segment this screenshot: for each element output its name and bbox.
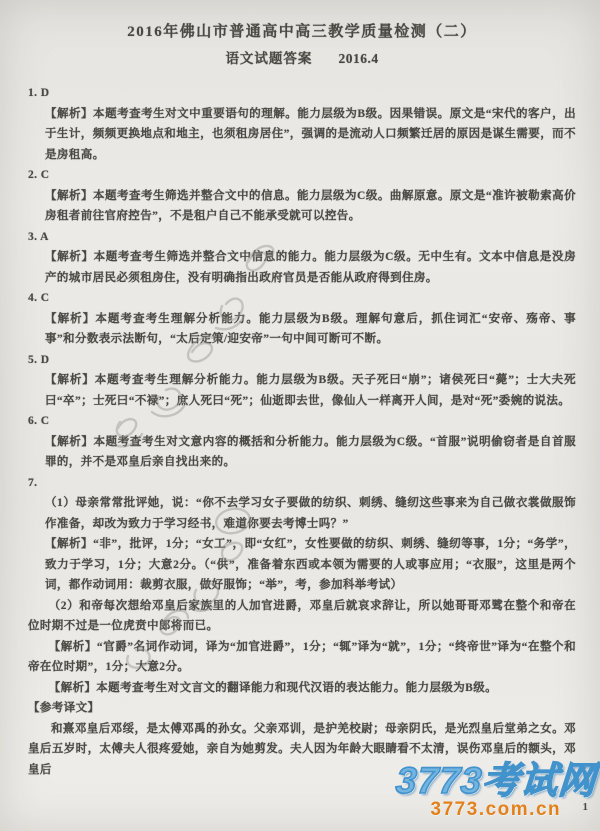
answer-analysis: 【解析】本题考查考生理解分析能力。能力层级为B级。天子死曰“崩”；诸侯死曰“薨”；士大夫死曰“卒”；士死曰“不禄”；庶人死曰“死”；仙逝即去世，像仙人一样离开人间，是对“死”委婉的说法。 — [45, 374, 576, 407]
subtitle-date: 2016.4 — [338, 50, 379, 66]
answer-analysis: 【解析】本题考查考生筛选并整合文中信息的能力。能力层级为C级。无中生有。文本中信息是没房产的城市居民必须租房住，没有明确指出政府官员是否能从政府得到住房。 — [45, 251, 576, 284]
answer-number: 4. C — [28, 292, 50, 304]
q7-part1-analysis: 【解析】“非”，批评，1分；“女工”，即“女红”，女性要做的纺织、刺绣、缝纫等事，1分；“务学”，致力于学习，1分；大意2分。（“供”，准备着东西或本领为需要的人或事应用；“衣服”，这里是两个词，都作动词用：裁剪衣服，做好服饰；“举”，考，参加科举考试） — [45, 538, 576, 591]
page-number: 1 — [582, 801, 588, 813]
answer-item-2 — [28, 165, 576, 227]
answer-item-7 — [28, 473, 576, 699]
q7-part1-translation: （1）母亲常常批评她，说：“你不去学习女子要做的纺织、刺绣、缝纫这些事来为自己做衣裳做服饰作准备，却改为致力于学习经书，难道你要去考博士吗？” — [45, 497, 576, 530]
page-subtitle — [28, 49, 576, 70]
reference-translation-section — [28, 698, 576, 780]
answer-analysis: 【解析】本题考查考生理解分析能力。能力层级为B级。理解句意后，抓住词汇“安帝、殇帝、事事”和分数表示法断句，“太后定策/迎安帝”一句中间可断可不断。 — [45, 312, 576, 345]
answer-item-1 — [28, 83, 576, 165]
reference-translation-paragraph: 和熹邓皇后邓绥，是太傅邓禹的孙女。父亲邓训，是护羌校尉；母亲阴氏，是光烈皇后堂弟之女。邓皇后五岁时，太傅夫人很疼爱她，亲自为她剪发。夫人因为年龄大眼睛看不太清，误伤邓皇后的额头，邓皇后 — [28, 722, 576, 776]
q7-part2-analysis: 【解析】“官爵”名词作动词，译为“加官进爵”，1分；“辄”译为“就”，1分；“终帝世”译为“在整个和帝在位时期”，1分；大意2分。 — [28, 640, 576, 673]
answer-item-3 — [28, 227, 576, 289]
site-watermark-url: 3773.com.cn — [430, 799, 562, 820]
answer-item-6 — [28, 411, 576, 473]
answer-number: 6. C — [28, 415, 50, 427]
answer-number: 3. A — [28, 230, 49, 243]
answer-analysis: 【解析】本题考查考生对文意内容的概括和分析能力。能力层级为C级。“首服”说明偷窃者是自首服罪的，并不是邓皇后亲自找出来的。 — [45, 435, 576, 468]
answer-item-5 — [28, 350, 576, 412]
reference-translation-heading: 【参考译文】 — [28, 702, 100, 714]
q7-ability-analysis: 【解析】本题考查考生对文言文的翻译能力和现代汉语的表达能力。能力层级为B级。 — [48, 681, 498, 694]
site-watermark-logo: 3773考试网 — [394, 760, 598, 801]
answer-item-4 — [28, 288, 576, 350]
subtitle-text: 语文试题答案 — [225, 50, 313, 66]
answer-number: 2. C — [28, 169, 50, 181]
q7-part2-translation: （2）和帝每次想给邓皇后家族里的人加官进爵，邓皇后就哀求辞让，所以她哥哥邓骘在整个和帝在位时期不过是一位虎贲中郎将而已。 — [28, 599, 576, 632]
answer-analysis: 【解析】本题考查考生对文中重要语句的理解。能力层级为B级。因果错误。原文是“宋代的客户，出于生计，频频更换地点和地主，也须租房居住”，强调的是流动人口频繁迁居的原因是谋生需要，而不是房租高。 — [45, 107, 576, 161]
answer-number: 7. — [28, 476, 38, 489]
answer-number: 5. D — [28, 353, 50, 366]
answer-number: 1. D — [28, 87, 50, 99]
page-title: 2016年佛山市普通高中高三教学质量检测（二） — [127, 24, 477, 40]
answer-analysis: 【解析】本题考查考生筛选并整合文中的信息。能力层级为C级。曲解原意。原文是“准许被勒索高价房租者前往官府控告”，不是租户自己不能承受就可以控告。 — [45, 189, 576, 222]
